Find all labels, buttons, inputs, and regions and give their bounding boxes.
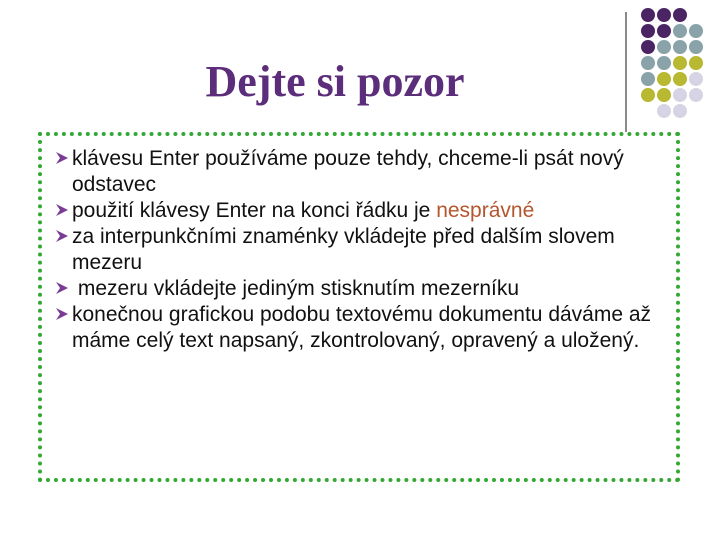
dot	[657, 72, 671, 86]
dot	[689, 56, 703, 70]
arrow-bullet-icon	[55, 229, 69, 243]
dot	[689, 40, 703, 54]
bullet-text: konečnou grafickou podobu textovému dokumentu dáváme až máme celý text napsaný, zkontrolovaný, opravený a uložený.	[72, 303, 652, 352]
dot	[689, 88, 703, 102]
dot	[657, 88, 671, 102]
dot	[673, 8, 687, 22]
bullet-list	[52, 146, 672, 354]
dot	[641, 72, 655, 86]
list-item	[52, 276, 672, 302]
dot	[641, 88, 655, 102]
dot	[673, 72, 687, 86]
dot	[673, 104, 687, 118]
bullet-text: klávesu Enter používáme pouze tehdy, chceme-li psát nový odstavec	[72, 147, 624, 196]
list-item	[52, 302, 672, 354]
dot	[657, 40, 671, 54]
dot	[673, 24, 687, 38]
dot	[673, 56, 687, 70]
dot	[657, 24, 671, 38]
dot	[641, 24, 655, 38]
list-item	[52, 146, 672, 198]
dot	[641, 40, 655, 54]
dot	[689, 72, 703, 86]
dot	[673, 40, 687, 54]
bullet-text: mezeru vkládejte jediným stisknutím mezerníku	[72, 277, 520, 300]
arrow-bullet-icon	[55, 307, 69, 321]
dot	[641, 8, 655, 22]
dot	[657, 8, 671, 22]
arrow-bullet-icon	[55, 281, 69, 295]
bullet-text: použití klávesy Enter na konci řádku je	[72, 199, 437, 222]
dot	[673, 88, 687, 102]
dot	[657, 104, 671, 118]
dot	[657, 56, 671, 70]
decorative-divider	[625, 12, 627, 132]
arrow-bullet-icon	[55, 151, 69, 165]
dot	[641, 56, 655, 70]
slide-title: Dejte si pozor	[205, 57, 465, 106]
list-item	[52, 224, 672, 276]
list-item	[52, 198, 672, 224]
highlighted-word: nesprávné	[436, 199, 535, 222]
decorative-dot-grid	[637, 8, 717, 118]
arrow-bullet-icon	[55, 203, 69, 217]
bullet-text: za interpunkčními znaménky vkládejte před dalším slovem mezeru	[72, 225, 615, 274]
dot	[689, 24, 703, 38]
